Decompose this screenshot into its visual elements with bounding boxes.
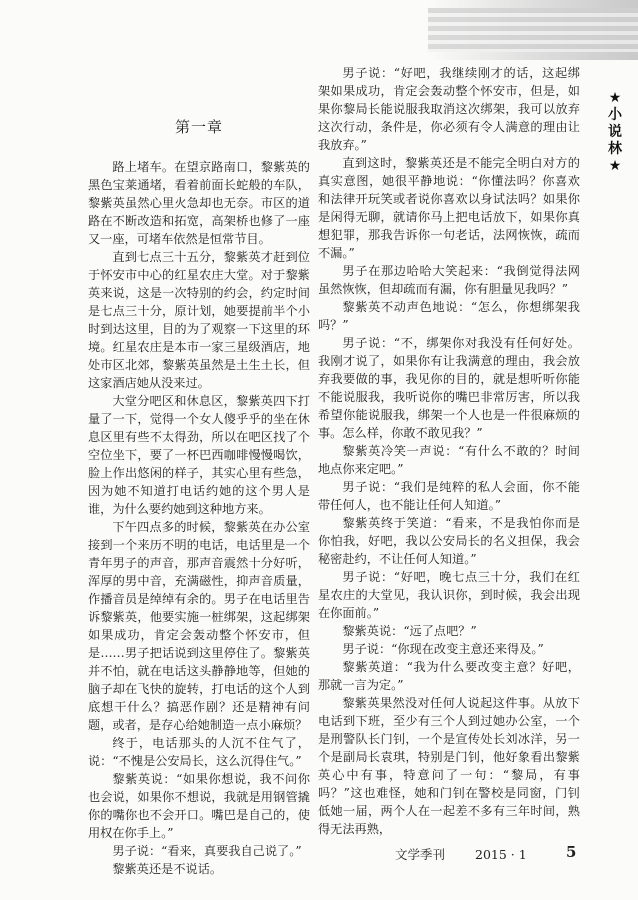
paragraph: 下午四点多的时候，黎紫英在办公室接到一个来历不明的电话，电话里是一个青年男子的声音，那声音震然十分好听，浑厚的男中音，充满磁性，抑声音质量，作播音员是绰绰有余的。男子在电话里告诉黎紫英，他要实施一桩绑架，这起绑架如果成功，肯定会轰动整个怀安市，但是……男子把话说到这里停住了。黎紫英并不怕，就在电话这头静静地等，但她的脑子却在飞快的旋转，打电话的这个人到底想干什么？搞恶作剧？还是精神有问题，或者，是存心给她制造一点小麻烦？ xyxy=(88,520,310,732)
paragraph: 男子说：“你现在改变主意还来得及。” xyxy=(342,642,544,656)
star-icon: ★ xyxy=(608,90,622,106)
paragraph: 黎紫英还是不说话。 xyxy=(112,862,223,876)
paragraph: 男子说：“看来，真要我自己说了。” xyxy=(112,844,302,858)
section-label xyxy=(606,90,624,175)
paragraph: 男子说：“不，绑架你对我没有任何好处。我刚才说了，如果你有让我满意的理由，我会放弃我要做的事，我见你的目的，就是想听听你能不能说服我，我听说你的嘴巴非常厉害，所以我希望你能说服我，绑架一个人也是一件很麻烦的事。怎么样，你敢不敢见我？” xyxy=(318,336,580,440)
paragraph: 路上堵车。在望京路南口，黎紫英的黑色宝莱通堵，看着前面长蛇般的车队，黎紫英虽然心里火急却也无奈。市区的道路在不断改造和拓宽，高架桥也修了一座又一座，可堵车依然是恒常节目。 xyxy=(88,160,310,246)
page-footer xyxy=(395,845,553,863)
paragraph: 男子说：“我们是纯粹的私人会面，你不能带任何人，也不能让任何人知道。” xyxy=(318,480,580,512)
section-label-char: 林 xyxy=(608,141,622,157)
paragraph: 大堂分吧区和休息区，黎紫英四下打量了一下，觉得一个女人傻乎乎的坐在休息区里有些不太得劲，所以在吧区找了个空位坐下，要了一杯巴西咖啡慢慢喝饮，脸上作出悠闲的样子，其实心里有些急，因为她不知道打电话约她的这个男人是谁，为什么要约她到这种地方来。 xyxy=(88,394,310,516)
paragraph: 男子说：“好吧，晚七点三十分，我们在红星农庄的大堂见，我认识你，到时候，我会出现在你面前。” xyxy=(318,570,580,620)
paragraph: 黎紫英不动声色地说：“怎么，你想绑架我吗？” xyxy=(318,300,580,332)
paragraph: 黎紫英说：“远了点吧？” xyxy=(342,624,477,638)
paragraph: 黎紫英果然没对任何人说起这件事。从放下电话到下班，至少有三个人到过她办公室，一个是刑警队长门钊，一个是宣传处长刘冰洋，另一个是副局长袁琪，特别是门钊，他好象看出黎紫英心中有事，特意问了一句：“黎局，有事吗？”这也难怪，她和门钊在警校是同窗，门钊低她一届，两个人在一起差不多有三年时间，熟得无法再熟， xyxy=(318,696,580,836)
paragraph: 黎紫英终于笑道：“看来，不是我怕你而是你怕我，好吧，我以公安局长的名义担保，我会秘密赴约，不让任何人知道。” xyxy=(318,516,580,566)
paragraph: 黎紫英冷笑一声说：“有什么不敢的？时间地点你来定吧。” xyxy=(318,444,580,476)
corner-decoration xyxy=(428,0,638,60)
right-column xyxy=(318,64,580,838)
section-label-char: 说 xyxy=(608,124,622,140)
paragraph: 黎紫英说：“如果你想说，我不问你也会说，如果你不想说，我就是用钢管撬你的嘴你也不会开口。嘴巴是自己的，使用权在你手上。” xyxy=(88,772,310,840)
paragraph: 直到七点三十五分，黎紫英才赶到位于怀安市中心的红星农庄大堂。对于黎紫英来说，这是一次特别的约会，约定时间是七点三十分，原计划，她要提前半个小时到达这里，目的为了观察一下这里的环境。红星农庄是本市一家三星级酒店，地处市区北郊，黎紫英虽然是土生土长，但这家酒店她从没来过。 xyxy=(88,250,310,390)
paragraph: 直到这时，黎紫英还是不能完全明白对方的真实意图，她很平静地说：“你懂法吗？你喜欢和法律开玩笑或者说你喜欢以身试法吗？如果你是闲得无聊，就请你马上把电话放下，如果你真想犯罪，那我告诉你一句老话，法网恢恢，疏而不漏。” xyxy=(318,156,580,260)
section-label-char: 小 xyxy=(608,107,622,123)
left-column xyxy=(88,64,310,878)
page-number: 5 xyxy=(566,843,577,861)
issue-number: 2015 · 1 xyxy=(475,847,527,862)
paragraph: 黎紫英道：“我为什么要改变主意？好吧，那就一言为定。” xyxy=(318,660,580,692)
star-icon: ★ xyxy=(608,158,622,174)
paragraph: 终于，电话那头的人沉不住气了，说：“不愧是公安局长，这么沉得住气。” xyxy=(88,736,310,768)
paragraph: 男子说：“好吧，我继续刚才的话，这起绑架如果成功，肯定会轰动整个怀安市，但是，如果你黎局长能说服我取消这次绑架，我可以放弃这次行动，条件是，你必须有令人满意的理由让我放弃。” xyxy=(318,66,580,152)
chapter-title: 第一章 xyxy=(174,118,223,136)
journal-name: 文学季刊 xyxy=(395,847,446,862)
paragraph: 男子在那边哈哈大笑起来：“我倒觉得法网虽然恢恢，但却疏而有漏，你有胆量见我吗？” xyxy=(318,264,580,296)
